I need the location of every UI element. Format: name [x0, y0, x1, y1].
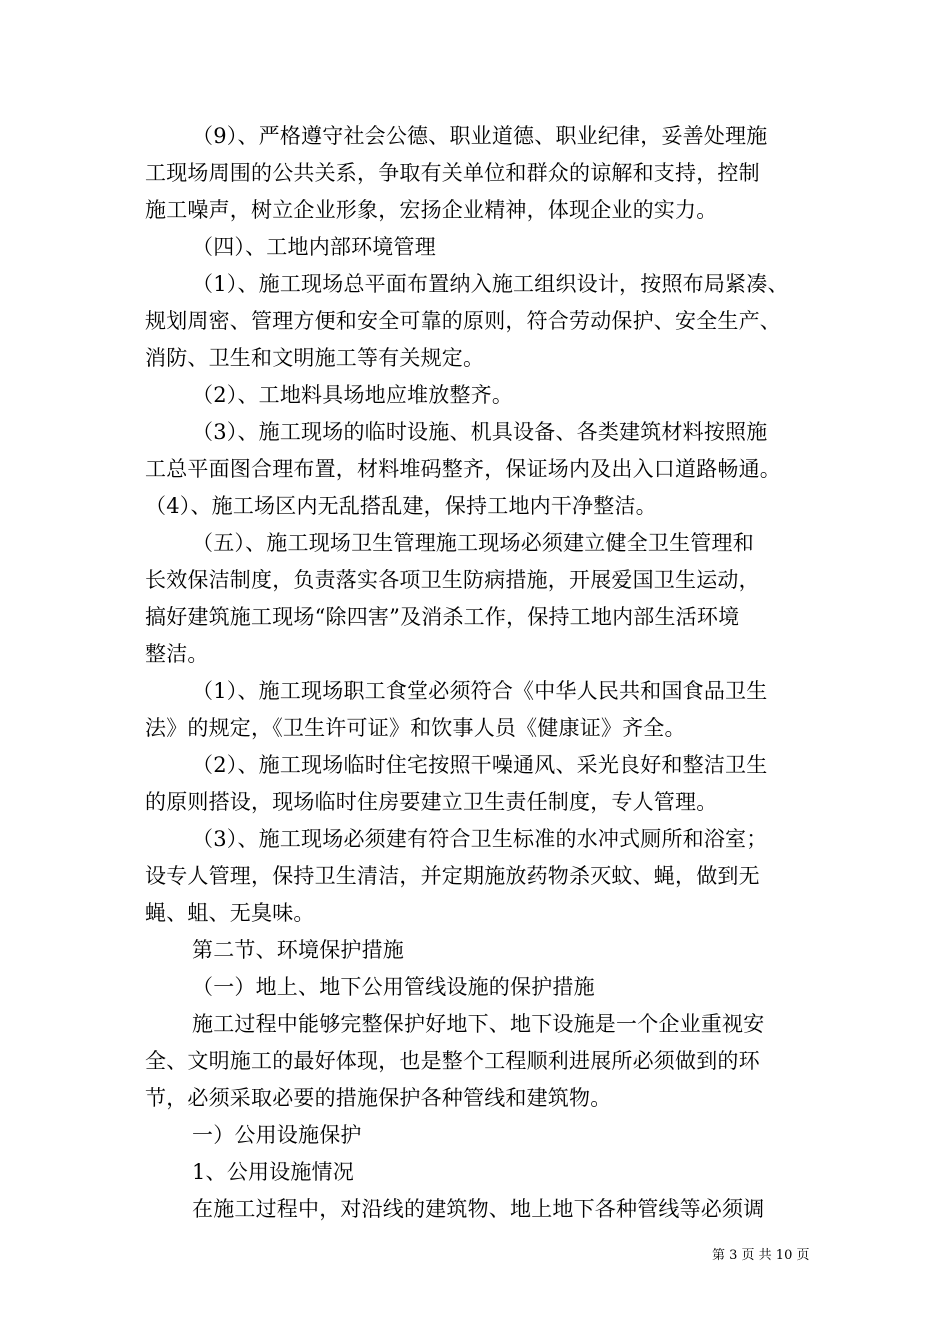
section-heading: （一）地上、地下公用管线设施的保护措施: [192, 975, 595, 999]
text-line: （2）、施工现场临时住宅按照干噪通风、采光良好和整洁卫生: [192, 753, 768, 777]
text-line: 的原则搭设，现场临时住房要建立卫生责任制度，专人管理。: [145, 790, 718, 814]
text-line: 蝇、蛆、无臭味。: [145, 901, 315, 925]
section-heading: （五）、施工现场卫生管理施工现场必须建立健全卫生管理和: [192, 531, 754, 555]
text-line: 法》的规定，《卫生许可证》和饮事人员《健康证》齐全。: [145, 716, 686, 740]
text-line: 消防、卫生和文明施工等有关规定。: [145, 346, 485, 370]
text-line: 全、文明施工的最好体现，也是整个工程顺利进展所必须做到的环: [145, 1049, 760, 1073]
section-heading: 一）公用设施保护: [192, 1123, 362, 1147]
section-heading: 第二节、环境保护措施: [192, 938, 404, 962]
text-line: 工现场周围的公共关系，争取有关单位和群众的谅解和支持，控制: [145, 161, 760, 185]
section-heading: 1、公用设施情况: [192, 1160, 354, 1184]
text-line: 工总平面图合理布置，材料堆码整齐，保证场内及出入口道路畅通。: [145, 457, 781, 481]
text-line: （4）、施工场区内无乱搭乱建，保持工地内干净整洁。: [145, 494, 657, 518]
text-line: （3）、施工现场必须建有符合卫生标准的水冲式厕所和浴室；: [192, 827, 768, 851]
section-heading: （四）、工地内部环境管理: [192, 235, 436, 259]
text-line: 设专人管理，保持卫生清洁，并定期施放药物杀灭蚊、蝇，做到无: [145, 864, 760, 888]
text-line: 在施工过程中，对沿线的建筑物、地上地下各种管线等必须调: [192, 1197, 765, 1221]
text-line: （3）、施工现场的临时设施、机具设备、各类建筑材料按照施: [192, 420, 768, 444]
text-line: 搞好建筑施工现场“除四害”及消杀工作，保持工地内部生活环境: [145, 605, 740, 629]
text-line: （9）、严格遵守社会公德、职业道德、职业纪律，妥善处理施: [192, 124, 768, 148]
text-line: 长效保洁制度，负责落实各项卫生防病措施，开展爱国卫生运动，: [145, 568, 760, 592]
text-line: 规划周密、管理方便和安全可靠的原则，符合劳动保护、安全生产、: [145, 309, 781, 333]
text-line: 整洁。: [145, 642, 209, 666]
page-number-footer: 第 3 页 共 10 页: [712, 1248, 810, 1263]
text-line: 施工噪声，树立企业形象，宏扬企业精神，体现企业的实力。: [145, 198, 718, 222]
text-line: （1）、施工现场总平面布置纳入施工组织设计，按照布局紧凑、: [192, 272, 789, 296]
text-line: 节，必须采取必要的措施保护各种管线和建筑物。: [145, 1086, 612, 1110]
text-line: （2）、工地料具场地应堆放整齐。: [192, 383, 514, 407]
text-line: （1）、施工现场职工食堂必须符合《中华人民共和国食品卫生: [192, 679, 768, 703]
text-line: 施工过程中能够完整保护好地下、地下设施是一个企业重视安: [192, 1012, 765, 1036]
